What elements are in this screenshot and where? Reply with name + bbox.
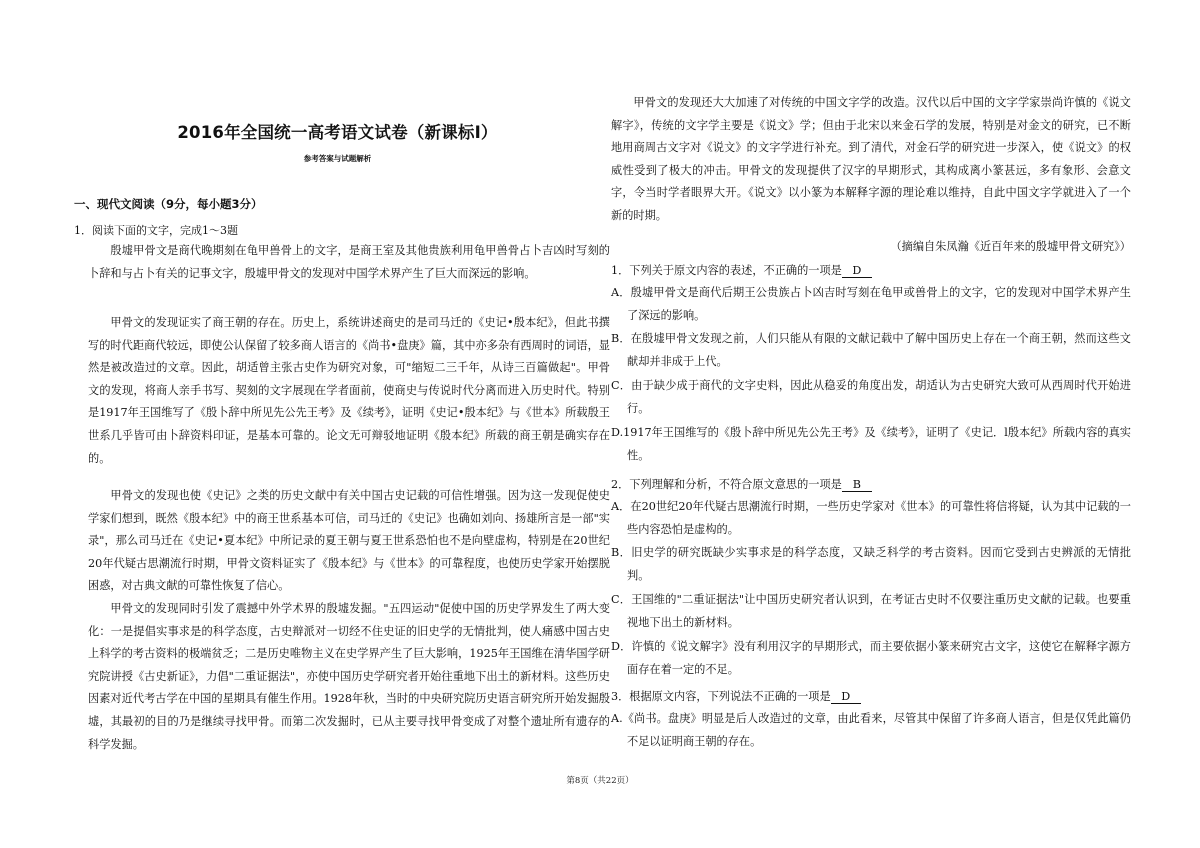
source-citation: （摘编自朱凤瀚《近百年来的殷墟甲骨文研究》） — [890, 240, 1131, 253]
section-heading: 一、现代文阅读（9分，每小题3分） — [74, 197, 263, 211]
page-title: 2016年全国统一高考语文试卷（新课标Ⅰ） — [177, 123, 498, 142]
question-stem-text: 2．下列理解和分析，不符合原文意思的一项是 — [611, 478, 842, 491]
question-stem-text: 3．根据原文内容，下列说法不正确的一项是 — [611, 690, 831, 703]
answer-blank: D — [842, 264, 872, 278]
answer-blank: D — [831, 690, 861, 704]
left-paragraph-3: 甲骨文的发现也使《史记》之类的历史文献中有关中国古史记载的可信性增强。因为这一发现促使史学家们想到，既然《殷本纪》中的商王世系基本可信，司马迁的《史记》也确如刘向、扬雄所言是一部"实录"，那么司马迁在《史记•夏本纪》中所记录的夏王朝与夏王世系恐怕也不是向壁虚构，特别是在20世纪20年代疑古思潮流行时期，甲骨文资料证实了《殷本纪》与《世本》的可靠程度，也使历史学家开始摆脱困惑，对古典文献的可靠性恢复了信心。 — [88, 489, 610, 593]
answer-blank: B — [842, 478, 872, 492]
left-paragraph-2: 甲骨文的发现证实了商王朝的存在。历史上，系统讲述商史的是司马迁的《史记•殷本纪》，但此书撰写的时代距商代较远，即使公认保留了较多商人语言的《尚书•盘庚》篇，其中亦多杂有西周时的词语，显然是被改造过的文章。因此，胡适曾主张古史作为研究对象，可"缩短二三千年，从诗三百篇做起"。甲骨文的发现，将商人亲手书写、契刻的文字展现在学者面前，使商史与传说时代分离而进入历史时代。特别是1917年王国维写了《殷卜辞中所见先公先王考》及《续考》，证明《史记•殷本纪》与《世本》所载殷王世系几乎皆可由卜辞资料印证，是基本可靠的。论文无可辩驳地证明《殷本纪》所载的商王朝是确实存在的。 — [88, 316, 610, 465]
question-1-stem — [611, 262, 1131, 278]
question-1-option-d: D.1917年王国维写的《殷卜辞中所见先公先王考》及《续考》，证明了《史记．l殷本纪》所载内容的真实性。 — [611, 426, 1131, 462]
left-paragraph-4: 甲骨文的发现同时引发了震撼中外学术界的殷墟发掘。"五四运动"促使中国的历史学界发生了两大变化：一是提倡实事求是的科学态度，古史辩派对一切经不住史证的旧史学的无情批判，使人痛感中国古史上科学的考古资料的极端贫乏；二是历史唯物主义在史学界产生了巨大影响，1925年王国维在清华国学研究院讲授《古史新证》，力倡"二重证据法"，亦使中国历史学研究者开始往重地下出土的新材料。这些历史因素对近代考古学在中国的星期具有催生作用。1928年秋，当时的中央研究院历史语言研究所开始发掘殷墟，其最初的目的乃是继续寻找甲骨。而第二次发掘时，已从主要寻找甲骨变成了对整个遗址所有遗存的科学发掘。 — [88, 602, 610, 751]
question-2-option-b: B．旧史学的研究既缺少实事求是的科学态度，又缺乏科学的考古资料。因而它受到古史辨派的无情批判。 — [611, 546, 1131, 582]
question-2-option-a: A．在20世纪20年代疑古思潮流行时期，一些历史学家对《世本》的可靠性将信将疑，认为其中记载的一些内容恐怕是虚构的。 — [611, 500, 1131, 536]
question-1-option-a: A．殷墟甲骨文是商代后期王公贵族占卜凶吉时写刻在龟甲或兽骨上的文字，它的发现对中国学术界产生了深远的影响。 — [611, 286, 1131, 322]
question-stem-text: 1．下列关于原文内容的表述，不正确的一项是 — [611, 264, 842, 277]
question-2-stem — [611, 476, 1131, 492]
page-subtitle: 参考答案与试题解析 — [303, 154, 372, 163]
question-3-stem — [611, 688, 1131, 704]
page-footer: 第8页（共22页） — [566, 776, 634, 786]
question-2-option-d: D．许慎的《说文解字》没有利用汉字的早期形式，而主要依据小篆来研究古文字，这使它在解释字源方面存在着一定的不足。 — [611, 640, 1131, 676]
right-paragraph: 甲骨文的发现还大大加速了对传统的中国文字学的改造。汉代以后中国的文字学家崇尚许慎的《说文解字》，传统的文字学主要是《说文》学；但由于北宋以来金石学的发展，特别是对金文的研究，已不断地用商周古文字对《说文》的文字学进行补充。到了清代，对金石学的研究进一步深入，使《说文》的权威性受到了极大的冲击。甲骨文的发现提供了汉字的早期形式，其构成离小篆甚远，多有象形、会意文字，令当时学者眼界大开。《说文》以小篆为本解释字源的理论难以维持，自此中国文字学就进入了一个新的时期。 — [611, 96, 1131, 222]
left-paragraph-1: 殷墟甲骨文是商代晚期刻在龟甲兽骨上的文字，是商王室及其他贵族利用龟甲兽骨占卜吉凶时写刻的卜辞和与占卜有关的记事文字，殷墟甲骨文的发现对中国学术界产生了巨大而深远的影响。 — [88, 244, 610, 280]
question-3-option-a: A.《尚书。盘庚》明显是后人改造过的文章，由此看来，尽管其中保留了许多商人语言，但是仅凭此篇仍不足以证明商王朝的存在。 — [611, 712, 1131, 748]
question-intro: 1．阅读下面的文字，完成1～3题 — [74, 224, 238, 237]
question-2-option-c: C．王国维的"二重证据法"让中国历史研究者认识到，在考证古史时不仅要注重历史文献的记载。也要重视地下出土的新材料。 — [611, 593, 1131, 629]
question-1-option-b: B．在殷墟甲骨文发现之前，人们只能从有限的文献记载中了解中国历史上存在一个商王朝，然而这些文献却并非成于上代。 — [611, 332, 1131, 368]
question-1-option-c: C．由于缺少成于商代的文字史料，因此从稳妥的角度出发，胡适认为古史研究大致可从西周时代开始进行。 — [611, 379, 1131, 415]
